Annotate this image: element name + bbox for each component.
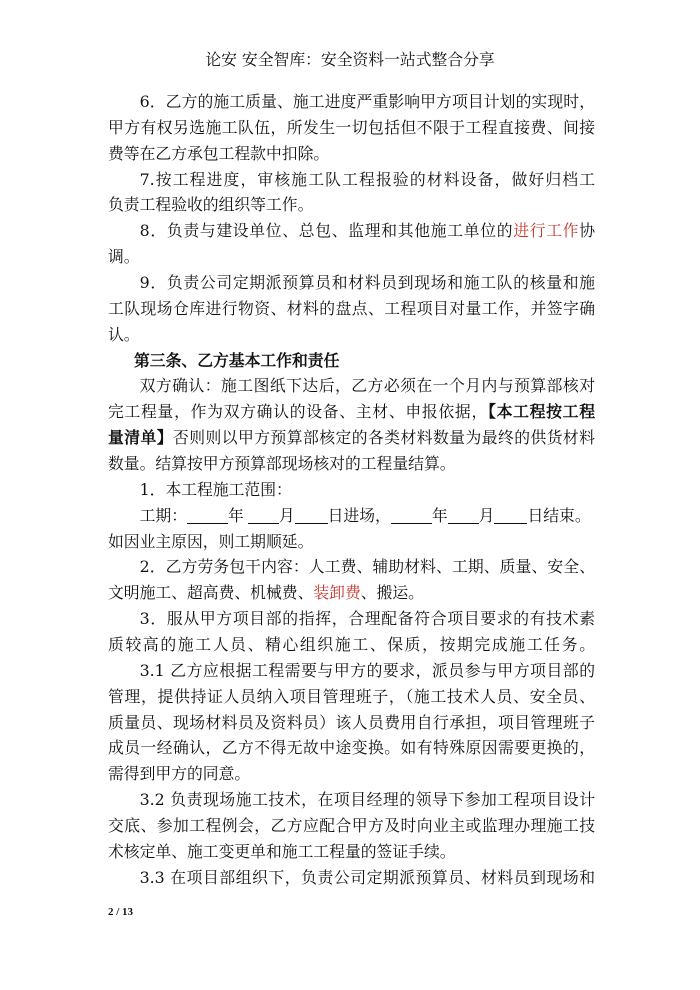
text-line: 认。 [108,324,140,344]
bold-text: 量清单】 [108,428,173,448]
clause-6 [108,89,595,167]
day-enter-text: 日进场， [327,505,391,525]
text-line: 3.2 负责现场施工技术，在项目经理的领导下参加工程项目设计 [139,790,595,810]
text-line: 7.按工程进度，审核施工队工程报验的材料设备，做好归档工 [139,169,595,189]
end-year-blank [391,509,432,524]
start-year-blank [187,509,228,524]
schedule-label: 工期： [139,505,187,525]
month-unit: 月 [278,505,295,525]
document-body [108,89,595,891]
item-3-3 [108,865,595,891]
end-day-blank [494,509,527,524]
item-3-2 [108,787,595,865]
text-line: 调。 [108,247,140,267]
item-2-labor-scope [108,554,595,606]
text-line [108,580,595,606]
schedule-note: 如因业主原因，则工期顺延。 [108,531,314,551]
text-line: 3.1 乙方应根据工程需要与甲方的要求，派员参与甲方项目部的 [139,660,595,680]
text-line: 需得到甲方的同意。 [108,764,251,784]
page-header: 论安 安全智库：安全资料一站式整合分享 [205,50,495,69]
text-segment: 8．负责与建设单位、总包、监理和其他施工单位的 [139,221,514,241]
text-line: 甲方有权另选施工队伍，所发生一切包括但不限于工程直接费、间接 [108,117,595,137]
text-line: 管理，提供持证人员纳入项目管理班子，（施工技术人员、安全员、 [108,686,595,706]
text-line: 3．服从甲方项目部的指挥，合理配备符合项目要求的有技术素 [139,609,595,629]
clause-8 [108,218,595,270]
page-number: 2 / 13 [108,906,134,918]
text-segment: 文明施工、超高费、机械费、 [108,583,314,603]
scope-title: 1．本工程施工范围： [139,479,292,499]
text-line: 成员一经确认，乙方不得无故中途变换。如有特殊原因需要更换的， [108,738,595,758]
schedule-line [108,503,595,529]
text-segment: 协 [579,221,595,241]
text-line: 6．乙方的施工质量、施工进度严重影响甲方项目计划的实现时， [139,92,595,111]
text-line: 2．乙方劳务包干内容：人工费、辅助材料、工期、质量、安全、 [139,557,595,577]
text-line: 数量。结算按甲方预算部现场核对的工程量结算。 [108,454,456,474]
text-line: 负责工程验收的组织等工作。 [108,195,314,215]
clause-7 [108,167,595,219]
text-line [108,218,595,244]
text-line: 3.3 在项目部组织下，负责公司定期派预算员、材料员到现场和 [139,867,595,887]
text-line: 9．负责公司定期派预算员和材料员到现场和施工队的核量和施 [139,273,595,293]
text-segment: 、搬运。 [360,583,424,603]
year-unit: 年 [228,505,244,525]
text-line: 术核定单、施工变更单和施工工程量的签证手续。 [108,841,456,861]
year-unit: 年 [431,505,448,525]
text-line: 质较高的施工人员、精心组织施工、保质，按期完成施工任务。 [108,635,595,655]
bold-text: 【本工程按工程 [487,402,595,422]
red-highlight-text: 进行工作 [513,221,580,241]
item-3-1 [108,658,595,787]
text-segment: 完工程量，作为双方确认的设备、主材、申报依据， [108,402,488,422]
text-line: 质量员、现场材料员及资料员）该人员费用自行承担，项目管理班子 [108,712,595,732]
day-end-text: 日结束。 [527,505,591,525]
end-month-blank [448,509,479,524]
text-line: 工队现场仓库进行物资、材料的盘点、工程项目对量工作，并签字确 [108,298,595,318]
month-unit: 月 [478,505,495,525]
clause-9 [108,270,595,348]
item-1-scope [108,477,595,555]
article-3-heading: 第三条、乙方基本工作和责任 [134,350,340,370]
text-line: 双方确认：施工图纸下达后，乙方必须在一个月内与预算部核对 [139,376,595,396]
item-3 [108,606,595,658]
text-line [108,425,595,451]
start-day-blank [295,509,328,524]
confirmation-paragraph [108,373,595,476]
red-highlight-text: 装卸费 [313,583,361,603]
text-segment: 否则则以甲方预算部核定的各类材料数量为最终的供货材料 [173,428,595,448]
start-month-blank [248,509,279,524]
text-line: 费等在乙方承包工程款中扣除。 [108,143,330,163]
text-line [108,399,595,425]
text-line: 交底、参加工程例会，乙方应配合甲方及时向业主或监理办理施工技 [108,816,595,836]
